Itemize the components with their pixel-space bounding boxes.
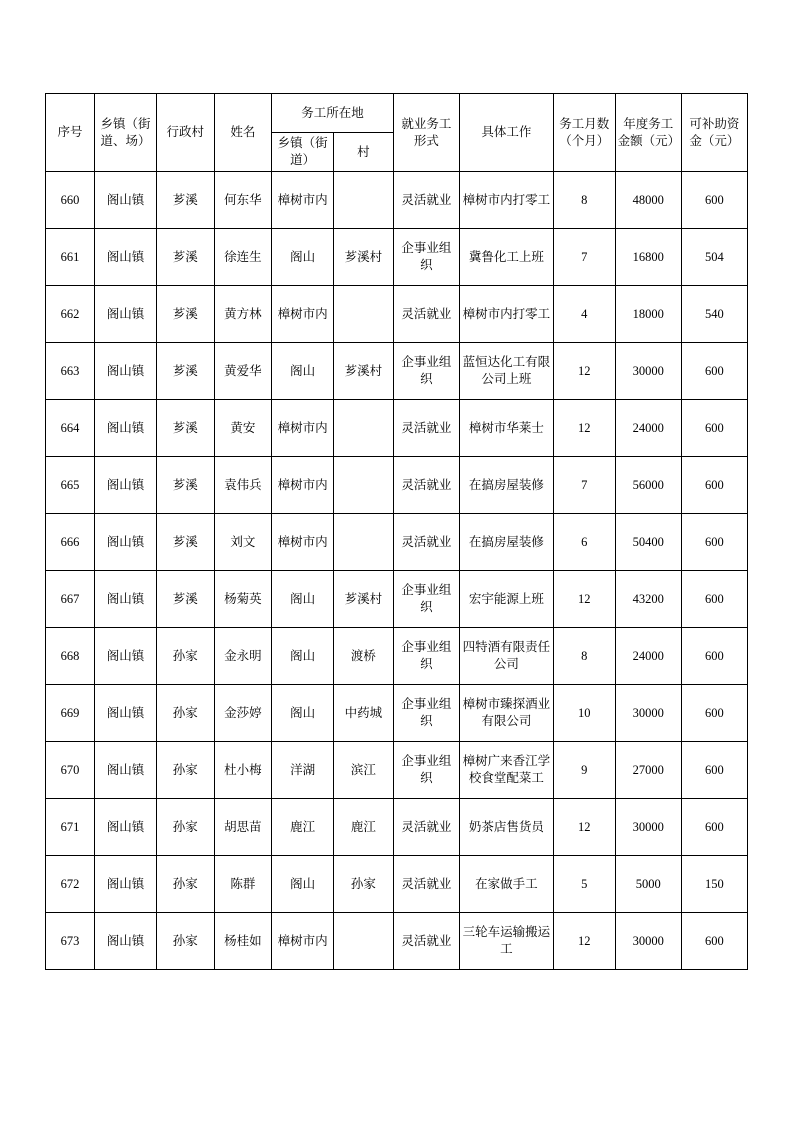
table-row bbox=[46, 229, 748, 286]
cell-work-town: 樟树市内 bbox=[272, 286, 334, 343]
cell-work-village: 孙家 bbox=[334, 856, 394, 913]
table-row bbox=[46, 457, 748, 514]
cell-village: 孙家 bbox=[156, 913, 214, 970]
cell-village: 孙家 bbox=[156, 742, 214, 799]
cell-seq: 663 bbox=[46, 343, 95, 400]
cell-job: 奶茶店售货员 bbox=[459, 799, 553, 856]
cell-name: 陈群 bbox=[214, 856, 272, 913]
cell-employment-type: 企事业组织 bbox=[393, 229, 459, 286]
cell-months: 12 bbox=[553, 571, 615, 628]
cell-months: 5 bbox=[553, 856, 615, 913]
cell-work-village bbox=[334, 457, 394, 514]
cell-town: 阁山镇 bbox=[95, 913, 157, 970]
cell-name: 黄爱华 bbox=[214, 343, 272, 400]
cell-name: 杜小梅 bbox=[214, 742, 272, 799]
cell-subsidy: 600 bbox=[681, 457, 747, 514]
cell-work-village bbox=[334, 400, 394, 457]
cell-job: 冀鲁化工上班 bbox=[459, 229, 553, 286]
table-row bbox=[46, 343, 748, 400]
cell-work-town: 阁山 bbox=[272, 628, 334, 685]
cell-work-town: 阁山 bbox=[272, 685, 334, 742]
cell-town: 阁山镇 bbox=[95, 799, 157, 856]
cell-work-town: 樟树市内 bbox=[272, 913, 334, 970]
cell-work-village: 渡桥 bbox=[334, 628, 394, 685]
cell-employment-type: 企事业组织 bbox=[393, 343, 459, 400]
cell-name: 袁伟兵 bbox=[214, 457, 272, 514]
cell-seq: 670 bbox=[46, 742, 95, 799]
cell-seq: 667 bbox=[46, 571, 95, 628]
cell-subsidy: 600 bbox=[681, 913, 747, 970]
cell-subsidy: 600 bbox=[681, 343, 747, 400]
cell-seq: 673 bbox=[46, 913, 95, 970]
cell-name: 徐连生 bbox=[214, 229, 272, 286]
cell-subsidy: 504 bbox=[681, 229, 747, 286]
cell-village: 孙家 bbox=[156, 799, 214, 856]
cell-amount: 30000 bbox=[615, 799, 681, 856]
cell-village: 芗溪 bbox=[156, 343, 214, 400]
cell-employment-type: 企事业组织 bbox=[393, 685, 459, 742]
table-row bbox=[46, 799, 748, 856]
cell-work-village: 芗溪村 bbox=[334, 343, 394, 400]
cell-employment-type: 灵活就业 bbox=[393, 172, 459, 229]
cell-employment-type: 企事业组织 bbox=[393, 571, 459, 628]
cell-town: 阁山镇 bbox=[95, 742, 157, 799]
table-row bbox=[46, 286, 748, 343]
table-row bbox=[46, 571, 748, 628]
header-work-location-group: 务工所在地 bbox=[272, 94, 394, 133]
cell-amount: 27000 bbox=[615, 742, 681, 799]
cell-work-town: 阁山 bbox=[272, 229, 334, 286]
table-row bbox=[46, 400, 748, 457]
cell-village: 芗溪 bbox=[156, 229, 214, 286]
cell-seq: 671 bbox=[46, 799, 95, 856]
header-job: 具体工作 bbox=[459, 94, 553, 172]
cell-work-village bbox=[334, 172, 394, 229]
cell-employment-type: 企事业组织 bbox=[393, 742, 459, 799]
cell-name: 黄安 bbox=[214, 400, 272, 457]
cell-work-town: 鹿江 bbox=[272, 799, 334, 856]
cell-amount: 24000 bbox=[615, 400, 681, 457]
cell-amount: 50400 bbox=[615, 514, 681, 571]
cell-village: 芗溪 bbox=[156, 172, 214, 229]
header-name: 姓名 bbox=[214, 94, 272, 172]
cell-work-village: 中药城 bbox=[334, 685, 394, 742]
cell-months: 12 bbox=[553, 799, 615, 856]
cell-job: 樟树市华莱士 bbox=[459, 400, 553, 457]
cell-town: 阁山镇 bbox=[95, 457, 157, 514]
cell-job: 樟树市内打零工 bbox=[459, 172, 553, 229]
cell-months: 12 bbox=[553, 343, 615, 400]
cell-job: 三轮车运输搬运工 bbox=[459, 913, 553, 970]
cell-subsidy: 600 bbox=[681, 742, 747, 799]
cell-name: 刘文 bbox=[214, 514, 272, 571]
cell-subsidy: 600 bbox=[681, 571, 747, 628]
cell-subsidy: 600 bbox=[681, 685, 747, 742]
cell-work-village bbox=[334, 913, 394, 970]
cell-town: 阁山镇 bbox=[95, 628, 157, 685]
cell-seq: 661 bbox=[46, 229, 95, 286]
cell-seq: 665 bbox=[46, 457, 95, 514]
cell-subsidy: 600 bbox=[681, 628, 747, 685]
table-row bbox=[46, 628, 748, 685]
cell-name: 何东华 bbox=[214, 172, 272, 229]
cell-subsidy: 540 bbox=[681, 286, 747, 343]
cell-amount: 48000 bbox=[615, 172, 681, 229]
cell-subsidy: 600 bbox=[681, 400, 747, 457]
header-amount: 年度务工金额（元） bbox=[615, 94, 681, 172]
header-work-village: 村 bbox=[334, 133, 394, 172]
cell-seq: 672 bbox=[46, 856, 95, 913]
cell-employment-type: 灵活就业 bbox=[393, 457, 459, 514]
cell-town: 阁山镇 bbox=[95, 856, 157, 913]
cell-seq: 666 bbox=[46, 514, 95, 571]
cell-amount: 56000 bbox=[615, 457, 681, 514]
cell-seq: 668 bbox=[46, 628, 95, 685]
cell-work-village: 芗溪村 bbox=[334, 571, 394, 628]
cell-seq: 662 bbox=[46, 286, 95, 343]
cell-town: 阁山镇 bbox=[95, 514, 157, 571]
cell-employment-type: 灵活就业 bbox=[393, 514, 459, 571]
cell-job: 宏宇能源上班 bbox=[459, 571, 553, 628]
employment-subsidy-table bbox=[45, 93, 748, 970]
cell-months: 7 bbox=[553, 229, 615, 286]
cell-village: 芗溪 bbox=[156, 514, 214, 571]
header-seq: 序号 bbox=[46, 94, 95, 172]
cell-employment-type: 灵活就业 bbox=[393, 799, 459, 856]
cell-months: 12 bbox=[553, 400, 615, 457]
cell-amount: 24000 bbox=[615, 628, 681, 685]
cell-village: 孙家 bbox=[156, 856, 214, 913]
cell-amount: 16800 bbox=[615, 229, 681, 286]
cell-work-town: 洋湖 bbox=[272, 742, 334, 799]
table-row bbox=[46, 742, 748, 799]
cell-months: 7 bbox=[553, 457, 615, 514]
cell-months: 8 bbox=[553, 628, 615, 685]
table-header bbox=[46, 94, 748, 172]
cell-village: 孙家 bbox=[156, 628, 214, 685]
cell-work-village bbox=[334, 286, 394, 343]
table-row bbox=[46, 685, 748, 742]
table-row bbox=[46, 913, 748, 970]
cell-months: 4 bbox=[553, 286, 615, 343]
cell-job: 四特酒有限责任公司 bbox=[459, 628, 553, 685]
cell-job: 樟树市内打零工 bbox=[459, 286, 553, 343]
cell-village: 芗溪 bbox=[156, 400, 214, 457]
cell-job: 在家做手工 bbox=[459, 856, 553, 913]
cell-name: 杨菊英 bbox=[214, 571, 272, 628]
header-town: 乡镇（街道、场） bbox=[95, 94, 157, 172]
cell-amount: 30000 bbox=[615, 685, 681, 742]
cell-job: 蓝恒达化工有限公司上班 bbox=[459, 343, 553, 400]
table-container bbox=[45, 93, 748, 970]
cell-work-town: 阁山 bbox=[272, 343, 334, 400]
cell-village: 芗溪 bbox=[156, 571, 214, 628]
cell-name: 胡思苗 bbox=[214, 799, 272, 856]
cell-work-town: 樟树市内 bbox=[272, 457, 334, 514]
cell-employment-type: 灵活就业 bbox=[393, 913, 459, 970]
cell-subsidy: 600 bbox=[681, 514, 747, 571]
cell-months: 9 bbox=[553, 742, 615, 799]
cell-town: 阁山镇 bbox=[95, 685, 157, 742]
table-row bbox=[46, 172, 748, 229]
cell-seq: 664 bbox=[46, 400, 95, 457]
header-row-top bbox=[46, 94, 748, 133]
cell-town: 阁山镇 bbox=[95, 286, 157, 343]
cell-seq: 669 bbox=[46, 685, 95, 742]
cell-employment-type: 灵活就业 bbox=[393, 400, 459, 457]
table-row bbox=[46, 514, 748, 571]
cell-town: 阁山镇 bbox=[95, 571, 157, 628]
cell-name: 金永明 bbox=[214, 628, 272, 685]
cell-job: 在搞房屋装修 bbox=[459, 457, 553, 514]
header-work-town: 乡镇（街道） bbox=[272, 133, 334, 172]
cell-work-village: 滨江 bbox=[334, 742, 394, 799]
cell-town: 阁山镇 bbox=[95, 172, 157, 229]
cell-work-town: 樟树市内 bbox=[272, 172, 334, 229]
cell-work-village: 鹿江 bbox=[334, 799, 394, 856]
cell-name: 杨桂如 bbox=[214, 913, 272, 970]
cell-months: 8 bbox=[553, 172, 615, 229]
cell-subsidy: 600 bbox=[681, 172, 747, 229]
cell-village: 孙家 bbox=[156, 685, 214, 742]
cell-work-town: 阁山 bbox=[272, 856, 334, 913]
header-employment-type: 就业务工形式 bbox=[393, 94, 459, 172]
cell-employment-type: 企事业组织 bbox=[393, 628, 459, 685]
cell-amount: 5000 bbox=[615, 856, 681, 913]
cell-job: 樟树广来香江学校食堂配菜工 bbox=[459, 742, 553, 799]
cell-town: 阁山镇 bbox=[95, 229, 157, 286]
header-village: 行政村 bbox=[156, 94, 214, 172]
cell-seq: 660 bbox=[46, 172, 95, 229]
cell-amount: 30000 bbox=[615, 913, 681, 970]
cell-employment-type: 灵活就业 bbox=[393, 856, 459, 913]
cell-name: 金莎婷 bbox=[214, 685, 272, 742]
table-body bbox=[46, 172, 748, 970]
cell-months: 12 bbox=[553, 913, 615, 970]
cell-town: 阁山镇 bbox=[95, 343, 157, 400]
cell-name: 黄方林 bbox=[214, 286, 272, 343]
cell-job: 樟树市臻探酒业有限公司 bbox=[459, 685, 553, 742]
cell-work-town: 樟树市内 bbox=[272, 514, 334, 571]
cell-village: 芗溪 bbox=[156, 286, 214, 343]
cell-work-town: 樟树市内 bbox=[272, 400, 334, 457]
header-months: 务工月数（个月） bbox=[553, 94, 615, 172]
cell-work-town: 阁山 bbox=[272, 571, 334, 628]
cell-town: 阁山镇 bbox=[95, 400, 157, 457]
cell-amount: 30000 bbox=[615, 343, 681, 400]
cell-job: 在搞房屋装修 bbox=[459, 514, 553, 571]
cell-subsidy: 150 bbox=[681, 856, 747, 913]
cell-months: 6 bbox=[553, 514, 615, 571]
cell-amount: 43200 bbox=[615, 571, 681, 628]
cell-employment-type: 灵活就业 bbox=[393, 286, 459, 343]
cell-work-village: 芗溪村 bbox=[334, 229, 394, 286]
header-subsidy: 可补助资金（元） bbox=[681, 94, 747, 172]
table-row bbox=[46, 856, 748, 913]
cell-village: 芗溪 bbox=[156, 457, 214, 514]
cell-subsidy: 600 bbox=[681, 799, 747, 856]
cell-months: 10 bbox=[553, 685, 615, 742]
cell-amount: 18000 bbox=[615, 286, 681, 343]
cell-work-village bbox=[334, 514, 394, 571]
